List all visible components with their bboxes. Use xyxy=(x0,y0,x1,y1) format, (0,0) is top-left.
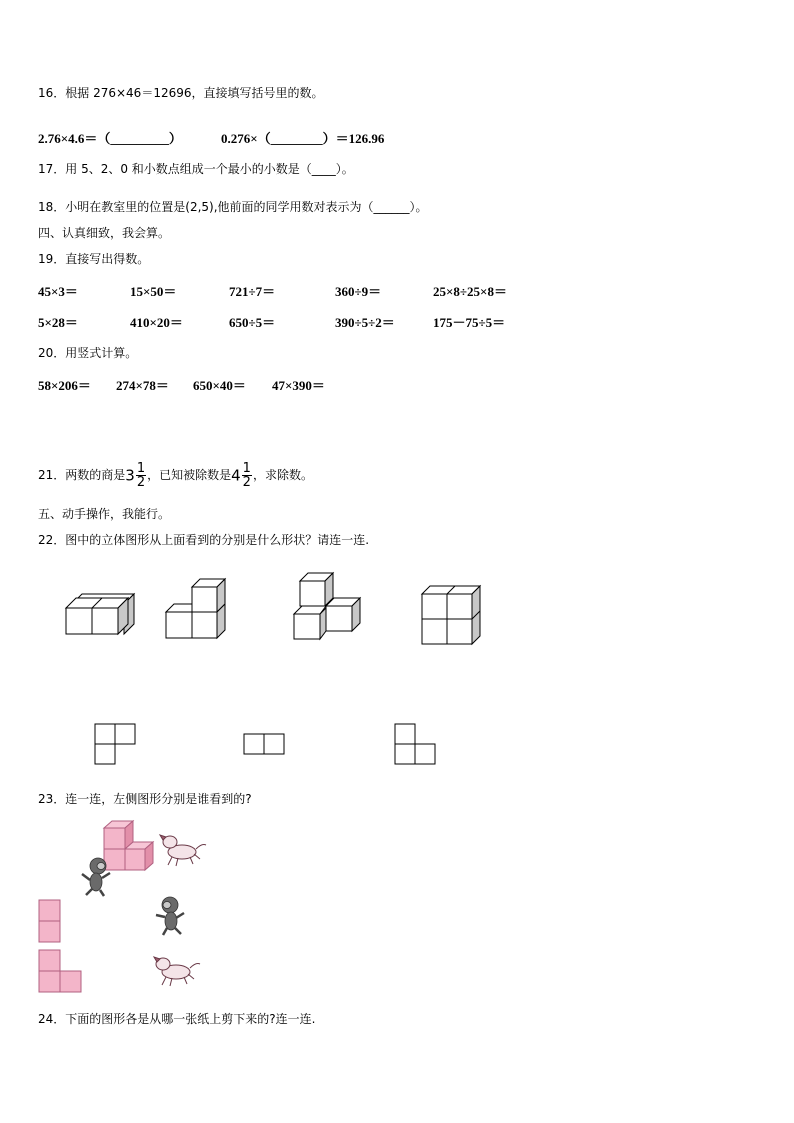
q19-item: 721÷7＝ xyxy=(229,284,276,299)
q21-text: 21．两数的商是3 $\frac{1}{2}$ ，已知被除数是4 $\frac{1}{2}$ ，求除数。 xyxy=(38,461,313,490)
q19-prompt: 19．直接写出得数。 xyxy=(38,252,150,266)
section-5-heading: 五、动手操作，我能行。 xyxy=(38,507,171,521)
left-view-column xyxy=(39,900,60,942)
q17-text: 17．用 5、2、0 和小数点组成一个最小的小数是（____）。 xyxy=(38,162,354,176)
q24-prompt: 24．下面的图形各是从哪一张纸上剪下来的?连一连. xyxy=(38,1012,316,1026)
pink-cube-stack xyxy=(104,821,153,870)
q20-item: 650×40＝ xyxy=(193,378,246,393)
q20-prompt: 20．用竖式计算。 xyxy=(38,346,138,360)
q19-item: 45×3＝ xyxy=(38,284,78,299)
q19-item: 25×8÷25×8＝ xyxy=(433,284,507,299)
q23-prompt: 23．连一连，左侧图形分别是谁看到的? xyxy=(38,792,252,806)
q20-item: 274×78＝ xyxy=(116,378,169,393)
q19-item: 15×50＝ xyxy=(130,284,177,299)
left-view-l-shape xyxy=(39,950,81,992)
dog-icon xyxy=(160,835,206,866)
q19-item: 390÷5÷2＝ xyxy=(335,315,395,330)
q19-item: 5×28＝ xyxy=(38,315,78,330)
q16-prompt: 16．根据 276×46＝12696，直接填写括号里的数。 xyxy=(38,86,324,100)
q22-prompt: 22．图中的立体图形从上面看到的分别是什么形状？请连一连. xyxy=(38,533,370,547)
q19-item: 410×20＝ xyxy=(130,315,183,330)
q20-item: 58×206＝ xyxy=(38,378,91,393)
q18-text: 18．小明在教室里的位置是(2,5),他前面的同学用数对表示为（______）。 xyxy=(38,200,428,214)
q19-item: 650÷5＝ xyxy=(229,315,276,330)
monkey-icon xyxy=(82,858,110,896)
fraction: $\frac{1}{2}$ xyxy=(242,461,251,490)
monkey-icon xyxy=(156,897,184,935)
q19-item: 360÷9＝ xyxy=(335,284,382,299)
fraction: $\frac{1}{2}$ xyxy=(136,461,146,490)
q20-item: 47×390＝ xyxy=(272,378,325,393)
dog-icon xyxy=(154,957,200,986)
q16-blank-b: 0.276×（________）＝126.96 xyxy=(221,131,385,146)
q16-blank-a: 2.76×4.6＝（_________） xyxy=(38,131,182,146)
section-4-heading: 四、认真细致，我会算。 xyxy=(38,226,171,240)
q19-item: 175－75÷5＝ xyxy=(433,315,506,330)
